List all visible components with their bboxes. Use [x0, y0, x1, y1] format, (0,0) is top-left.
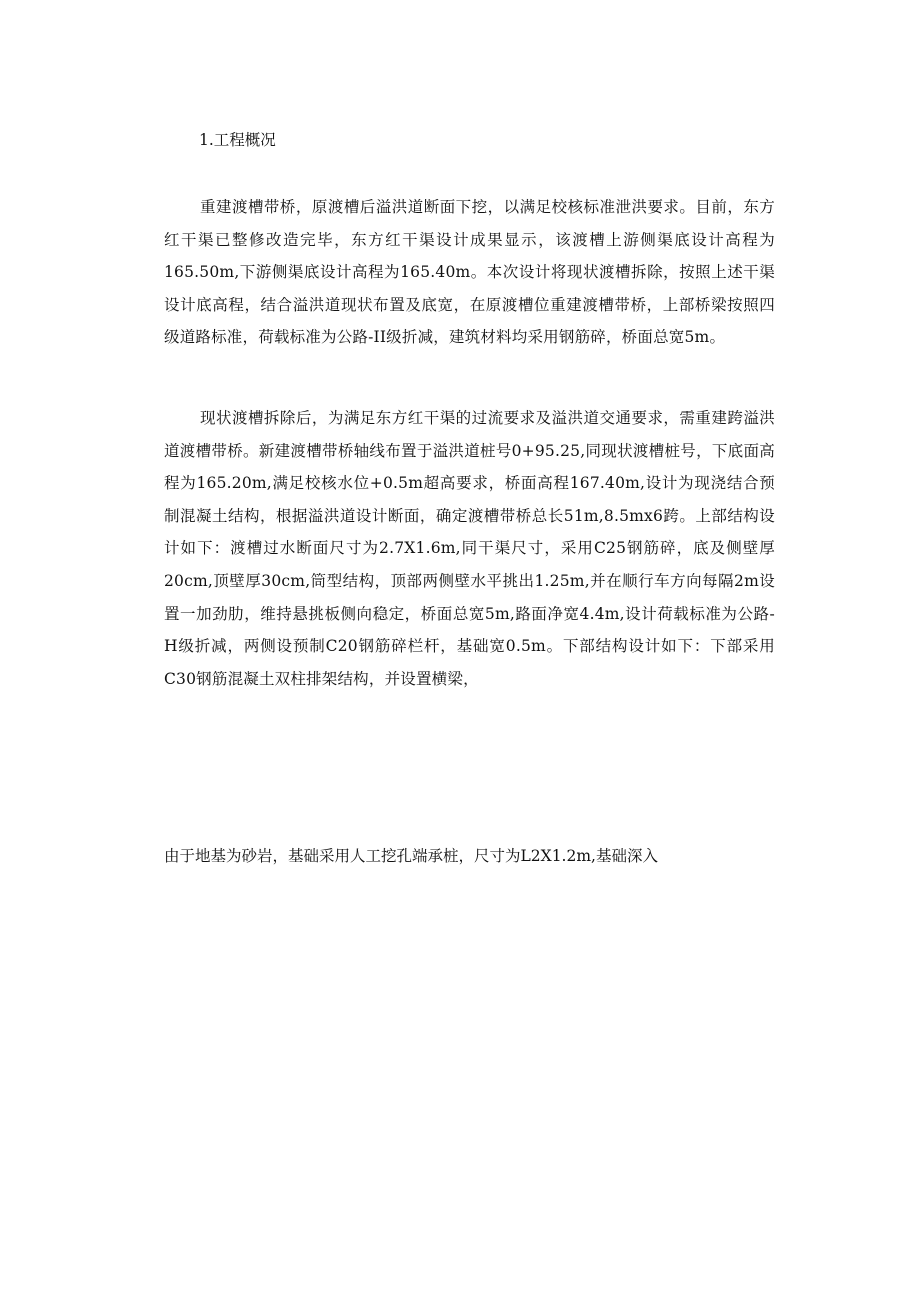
paragraph-rebuild-overview: 重建渡槽带桥，原渡槽后溢洪道断面下挖，以满足校核标准泄洪要求。目前，东方红干渠已整修改造完毕，东方红干渠设计成果显示，该渡槽上游侧渠底设计高程为165.50m,下游侧渠底设计高程为165.40m。本次设计将现状渡槽拆除，按照上述干渠设计底高程，结合溢洪道现状布置及底宽，在原渡槽位重建渡槽带桥，上部桥梁按照四级道路标准，荷载标准为公路-II级折减，建筑材料均采用钢筋碎，桥面总宽5m。	[164, 198, 775, 347]
paragraph-structure-design: 现状渡槽拆除后，为满足东方红干渠的过流要求及溢洪道交通要求，需重建跨溢洪道渡槽带桥。新建渡槽带桥轴线布置于溢洪道桩号0+95.25,同现状渡槽桩号，下底面高程为165.20m,满足校核水位+0.5m超高要求，桥面高程167.40m,设计为现浇结合预制混凝土结构，根据溢洪道设计断面，确定渡槽带桥总长51m,8.5mx6跨。上部结构设计如下：渡槽过水断面尺寸为2.7X1.6m,同干渠尺寸，采用C25钢筋碎，底及侧壁厚20cm,顶壁厚30cm,筒型结构，顶部两侧壁水平挑出1.25m,并在顺行车方向每隔2m设置一加劲肋，维持悬挑板侧向稳定，桥面总宽5m,路面净宽4.4m,设计荷载标准为公路-H级折减，两侧设预制C20钢筋碎栏杆，基础宽0.5m。下部结构设计如下：下部采用C30钢筋混凝土双柱排架结构，并设置横梁，	[164, 409, 775, 688]
section-heading: 1.工程概况	[199, 131, 276, 149]
paragraph-foundation: 由于地基为砂岩，基础采用人工挖孔端承桩，尺寸为L2X1.2m,基础深入	[164, 847, 658, 865]
